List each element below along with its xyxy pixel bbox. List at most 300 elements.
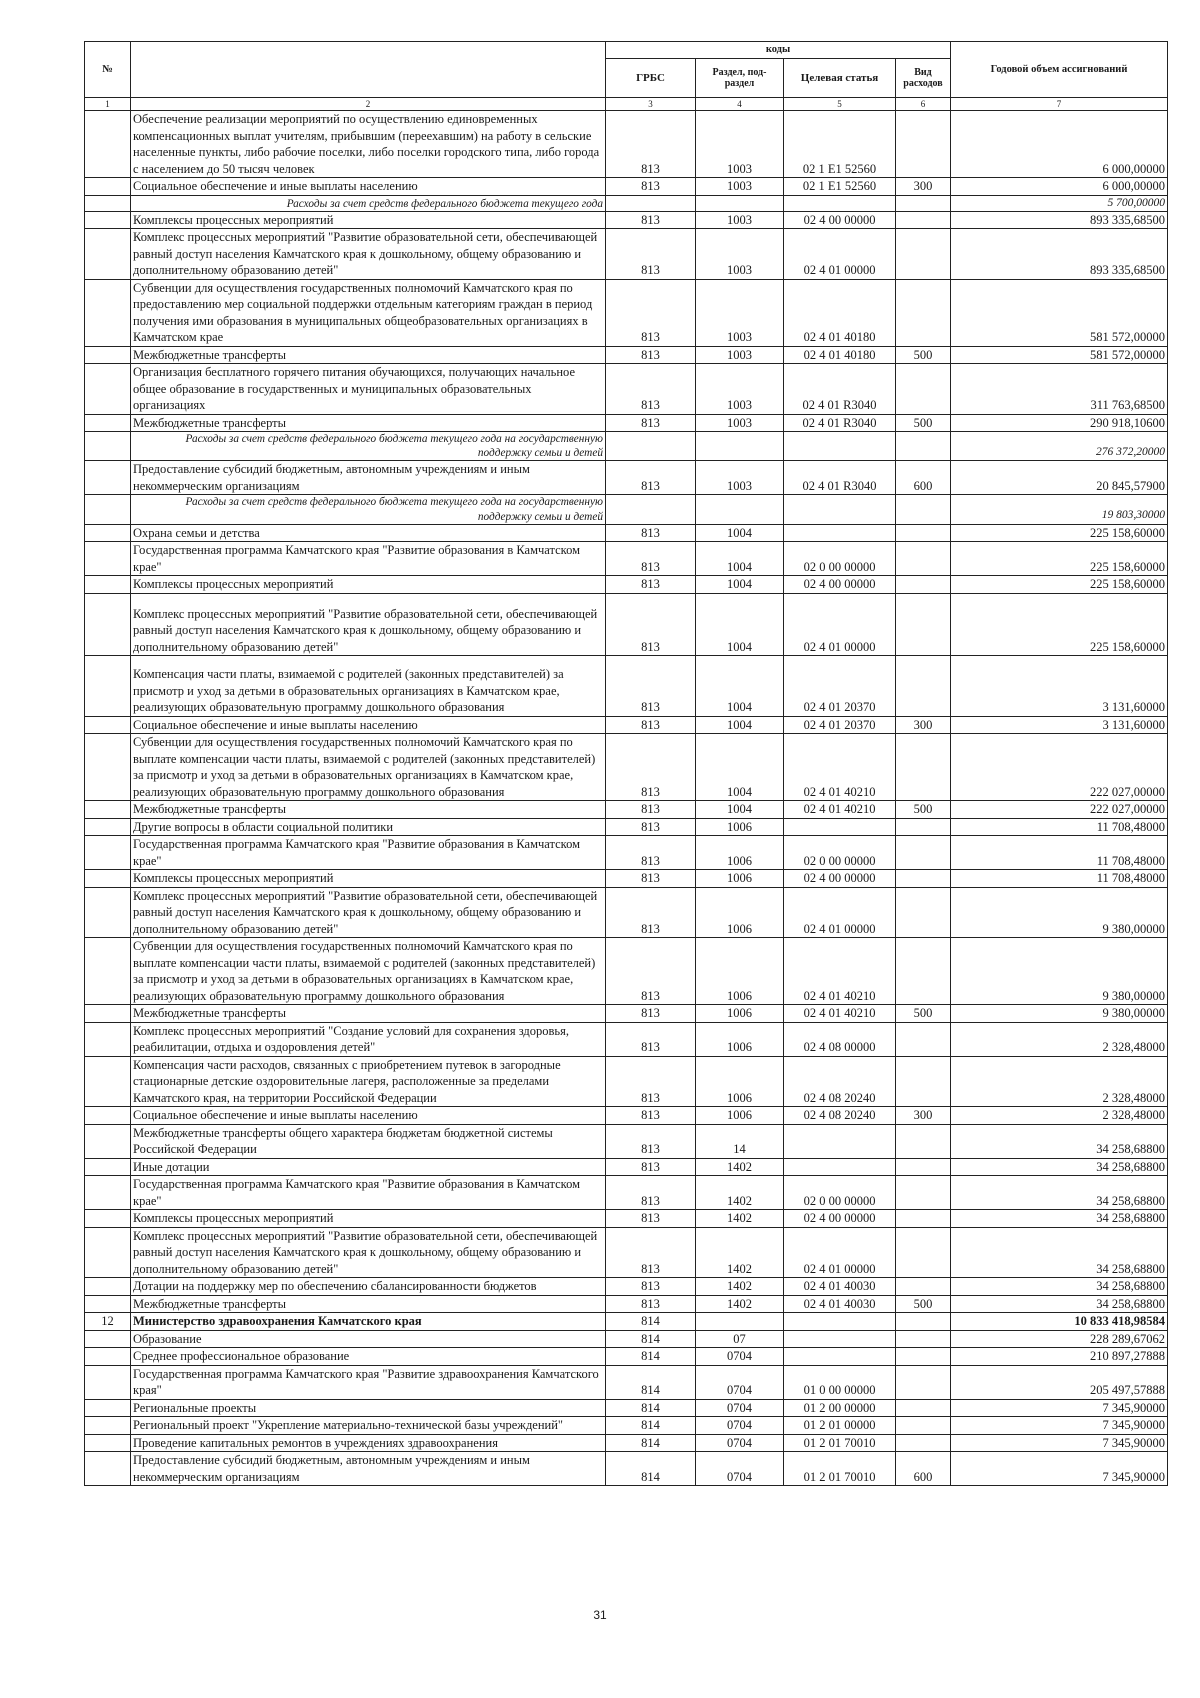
row-grbs-code: 813 — [606, 1295, 696, 1313]
row-section-code: 1003 — [696, 461, 784, 495]
row-expense-code — [896, 211, 951, 229]
row-grbs-code: 813 — [606, 1176, 696, 1210]
row-number — [85, 1227, 131, 1278]
note-line: Расходы за счет средств федерального бюджета текущего года на государственную — [185, 433, 603, 446]
row-number — [85, 1365, 131, 1399]
row-target-code: 02 4 00 00000 — [784, 211, 896, 229]
row-expense-code — [896, 1399, 951, 1417]
row-name: Комплексы процессных мероприятий — [131, 870, 606, 888]
row-name: Комплекс процессных мероприятий "Развитие образовательной сети, обеспечивающей равный доступ населения Камчатского края к дошкольному, общему образованию и дополнительному образованию детей" — [131, 887, 606, 938]
table-row — [85, 656, 1168, 717]
table-row — [85, 1176, 1168, 1210]
row-expense-code: 300 — [896, 178, 951, 196]
row-grbs-code: 813 — [606, 938, 696, 1005]
row-name: Другие вопросы в области социальной политики — [131, 818, 606, 836]
row-name: Комплекс процессных мероприятий "Создание условий для сохранения здоровья, реабилитации, отдыха и оздоровления детей" — [131, 1022, 606, 1056]
row-grbs-code: 813 — [606, 211, 696, 229]
row-amount: 893 335,68500 — [951, 229, 1168, 280]
row-amount: 6 000,00000 — [951, 178, 1168, 196]
row-grbs-code — [606, 432, 696, 461]
row-grbs-code: 813 — [606, 542, 696, 576]
table-row — [85, 1158, 1168, 1176]
row-amount: 893 335,68500 — [951, 211, 1168, 229]
row-target-code — [784, 1348, 896, 1366]
ministry-row — [85, 1313, 1168, 1331]
row-grbs-code: 813 — [606, 1124, 696, 1158]
row-expense-code: 500 — [896, 801, 951, 819]
row-number — [85, 1452, 131, 1486]
row-section-code: 1402 — [696, 1176, 784, 1210]
row-expense-code — [896, 576, 951, 594]
row-grbs-code: 813 — [606, 111, 696, 178]
row-expense-code — [896, 364, 951, 415]
row-number — [85, 870, 131, 888]
row-grbs-code: 814 — [606, 1452, 696, 1486]
row-section-code: 0704 — [696, 1434, 784, 1452]
row-section-code: 1402 — [696, 1278, 784, 1296]
row-target-code: 02 4 01 20370 — [784, 656, 896, 717]
row-expense-code — [896, 1365, 951, 1399]
column-number: 5 — [784, 98, 896, 111]
row-section-code: 1004 — [696, 734, 784, 801]
table-row — [85, 1365, 1168, 1399]
row-amount: 34 258,68800 — [951, 1295, 1168, 1313]
row-grbs-code: 814 — [606, 1365, 696, 1399]
row-name: Комплекс процессных мероприятий "Развитие образовательной сети, обеспечивающей равный доступ населения Камчатского края к дошкольному, общему образованию и дополнительному образованию детей" — [131, 593, 606, 656]
row-expense-code — [896, 836, 951, 870]
row-name: Региональные проекты — [131, 1399, 606, 1417]
row-expense-code — [896, 195, 951, 211]
row-amount: 11 708,48000 — [951, 818, 1168, 836]
row-expense-code — [896, 1056, 951, 1107]
row-expense-code — [896, 1176, 951, 1210]
row-grbs-code: 813 — [606, 1158, 696, 1176]
row-section-code: 1003 — [696, 178, 784, 196]
row-amount: 7 345,90000 — [951, 1452, 1168, 1486]
row-amount: 225 158,60000 — [951, 576, 1168, 594]
row-amount: 225 158,60000 — [951, 542, 1168, 576]
row-name: Охрана семьи и детства — [131, 524, 606, 542]
row-amount: 205 497,57888 — [951, 1365, 1168, 1399]
row-amount: 581 572,00000 — [951, 279, 1168, 346]
row-target-code: 02 1 E1 52560 — [784, 178, 896, 196]
table-row — [85, 1278, 1168, 1296]
row-number — [85, 1417, 131, 1435]
row-expense-code — [896, 656, 951, 717]
row-amount: 311 763,68500 — [951, 364, 1168, 415]
row-section-code: 1402 — [696, 1295, 784, 1313]
row-expense-code — [896, 1313, 951, 1331]
row-target-code: 02 4 00 00000 — [784, 576, 896, 594]
row-amount: 20 845,57900 — [951, 461, 1168, 495]
row-expense-code — [896, 1124, 951, 1158]
row-number — [85, 346, 131, 364]
row-target-code: 02 4 08 00000 — [784, 1022, 896, 1056]
table-row — [85, 576, 1168, 594]
row-grbs-code: 813 — [606, 887, 696, 938]
column-number: 4 — [696, 98, 784, 111]
row-name: Государственная программа Камчатского края "Развитие образования в Камчатском крае" — [131, 836, 606, 870]
row-name: Министерство здравоохранения Камчатского края — [131, 1313, 606, 1331]
row-amount: 11 708,48000 — [951, 870, 1168, 888]
row-grbs-code: 813 — [606, 1210, 696, 1228]
row-number — [85, 1330, 131, 1348]
header-grbs: ГРБС — [606, 59, 696, 98]
row-name: Комплексы процессных мероприятий — [131, 211, 606, 229]
row-number — [85, 1295, 131, 1313]
row-number — [85, 576, 131, 594]
header-target: Целевая статья — [784, 59, 896, 98]
note-row — [85, 195, 1168, 211]
row-grbs-code: 814 — [606, 1417, 696, 1435]
row-amount: 3 131,60000 — [951, 716, 1168, 734]
row-section-code: 0704 — [696, 1417, 784, 1435]
row-name: Комплексы процессных мероприятий — [131, 576, 606, 594]
row-section-code: 1003 — [696, 414, 784, 432]
row-grbs-code: 813 — [606, 593, 696, 656]
row-target-code: 01 0 00 00000 — [784, 1365, 896, 1399]
row-section-code: 1402 — [696, 1227, 784, 1278]
row-amount: 6 000,00000 — [951, 111, 1168, 178]
table-row — [85, 524, 1168, 542]
row-amount: 7 345,90000 — [951, 1399, 1168, 1417]
row-grbs-code: 813 — [606, 414, 696, 432]
row-name: Государственная программа Камчатского края "Развитие здравоохранения Камчатского края" — [131, 1365, 606, 1399]
row-grbs-code: 813 — [606, 801, 696, 819]
row-amount: 2 328,48000 — [951, 1107, 1168, 1125]
table-row — [85, 414, 1168, 432]
row-amount: 222 027,00000 — [951, 801, 1168, 819]
row-target-code: 01 2 01 00000 — [784, 1417, 896, 1435]
row-target-code: 02 4 08 20240 — [784, 1056, 896, 1107]
table-row — [85, 716, 1168, 734]
row-grbs-code: 813 — [606, 576, 696, 594]
row-name: Государственная программа Камчатского края "Развитие образования в Камчатском крае" — [131, 1176, 606, 1210]
table-row — [85, 542, 1168, 576]
row-section-code: 14 — [696, 1124, 784, 1158]
row-section-code: 1006 — [696, 1022, 784, 1056]
row-name: Компенсация части расходов, связанных с приобретением путевок в загородные стационарные детские оздоровительные лагеря, расположенные за пределами Камчатского края, на территории Российской Федерации — [131, 1056, 606, 1107]
row-amount: 581 572,00000 — [951, 346, 1168, 364]
row-grbs-code: 814 — [606, 1348, 696, 1366]
row-amount: 7 345,90000 — [951, 1434, 1168, 1452]
row-number — [85, 495, 131, 524]
row-section-code: 1006 — [696, 1107, 784, 1125]
row-name: Иные дотации — [131, 1158, 606, 1176]
page-number: 31 — [593, 1608, 607, 1622]
row-target-code: 01 2 01 70010 — [784, 1452, 896, 1486]
table-body — [85, 111, 1168, 1486]
table-row — [85, 1434, 1168, 1452]
row-amount: 34 258,68800 — [951, 1176, 1168, 1210]
row-amount: 34 258,68800 — [951, 1158, 1168, 1176]
note-line: поддержку семьи и детей — [477, 510, 603, 523]
row-number — [85, 1124, 131, 1158]
header-num: № — [85, 42, 131, 98]
table-row — [85, 1452, 1168, 1486]
row-section-code: 1006 — [696, 938, 784, 1005]
row-number — [85, 938, 131, 1005]
row-name: Региональный проект "Укрепление материально-технической базы учреждений" — [131, 1417, 606, 1435]
row-name: Проведение капитальных ремонтов в учреждениях здравоохранения — [131, 1434, 606, 1452]
table-row — [85, 938, 1168, 1005]
row-section-code: 1006 — [696, 818, 784, 836]
row-target-code: 02 0 00 00000 — [784, 542, 896, 576]
row-amount: 225 158,60000 — [951, 593, 1168, 656]
row-expense-code — [896, 734, 951, 801]
row-grbs-code: 813 — [606, 818, 696, 836]
row-section-code: 1006 — [696, 870, 784, 888]
row-name — [131, 495, 606, 524]
row-section-code — [696, 432, 784, 461]
row-amount: 7 345,90000 — [951, 1417, 1168, 1435]
row-name: Межбюджетные трансферты — [131, 414, 606, 432]
row-target-code — [784, 495, 896, 524]
row-expense-code: 300 — [896, 716, 951, 734]
row-section-code: 1003 — [696, 364, 784, 415]
row-expense-code: 600 — [896, 461, 951, 495]
row-target-code: 02 4 01 40180 — [784, 346, 896, 364]
row-expense-code — [896, 524, 951, 542]
table-row — [85, 818, 1168, 836]
row-target-code: 02 4 01 R3040 — [784, 414, 896, 432]
table-row — [85, 1330, 1168, 1348]
row-number — [85, 801, 131, 819]
row-amount: 9 380,00000 — [951, 1005, 1168, 1023]
row-section-code: 1004 — [696, 524, 784, 542]
table-row — [85, 1399, 1168, 1417]
row-grbs-code: 813 — [606, 870, 696, 888]
table-row — [85, 801, 1168, 819]
row-section-code: 1004 — [696, 593, 784, 656]
row-amount: 228 289,67062 — [951, 1330, 1168, 1348]
row-grbs-code: 814 — [606, 1434, 696, 1452]
row-grbs-code: 813 — [606, 836, 696, 870]
row-grbs-code: 813 — [606, 1022, 696, 1056]
row-grbs-code: 813 — [606, 178, 696, 196]
row-grbs-code: 813 — [606, 524, 696, 542]
row-expense-code — [896, 1210, 951, 1228]
row-grbs-code: 814 — [606, 1313, 696, 1331]
row-name: Государственная программа Камчатского края "Развитие образования в Камчатском крае" — [131, 542, 606, 576]
row-name — [131, 432, 606, 461]
row-name: Комплекс процессных мероприятий "Развитие образовательной сети, обеспечивающей равный доступ населения Камчатского края к дошкольному, общему образованию и дополнительному образованию детей" — [131, 1227, 606, 1278]
row-target-code: 01 2 00 00000 — [784, 1399, 896, 1417]
table-row — [85, 346, 1168, 364]
row-number — [85, 1176, 131, 1210]
row-grbs-code: 814 — [606, 1330, 696, 1348]
row-name: Дотации на поддержку мер по обеспечению сбалансированности бюджетов — [131, 1278, 606, 1296]
table-row — [85, 1417, 1168, 1435]
row-section-code: 1004 — [696, 801, 784, 819]
row-name: Социальное обеспечение и иные выплаты населению — [131, 1107, 606, 1125]
table-row — [85, 1295, 1168, 1313]
row-name: Компенсация части платы, взимаемой с родителей (законных представителей) за присмотр и уход за детьми в образовательных организациях в Камчатском крае, реализующих образовательную программу дошкольного образования — [131, 656, 606, 717]
row-grbs-code: 813 — [606, 364, 696, 415]
row-grbs-code — [606, 495, 696, 524]
row-number — [85, 111, 131, 178]
row-target-code: 02 4 08 20240 — [784, 1107, 896, 1125]
row-amount: 5 700,00000 — [951, 195, 1168, 211]
row-target-code: 02 4 00 00000 — [784, 870, 896, 888]
row-name: Образование — [131, 1330, 606, 1348]
row-section-code: 07 — [696, 1330, 784, 1348]
row-amount: 19 803,30000 — [951, 495, 1168, 524]
row-number — [85, 178, 131, 196]
row-amount: 3 131,60000 — [951, 656, 1168, 717]
row-number — [85, 542, 131, 576]
row-expense-code — [896, 111, 951, 178]
row-number — [85, 887, 131, 938]
row-number — [85, 1210, 131, 1228]
row-grbs-code: 813 — [606, 734, 696, 801]
row-amount: 2 328,48000 — [951, 1056, 1168, 1107]
row-section-code: 1003 — [696, 211, 784, 229]
row-amount: 34 258,68800 — [951, 1278, 1168, 1296]
row-section-code: 1006 — [696, 887, 784, 938]
row-section-code: 0704 — [696, 1365, 784, 1399]
row-amount: 210 897,27888 — [951, 1348, 1168, 1366]
table-row — [85, 887, 1168, 938]
note-line: Расходы за счет средств федерального бюджета текущего года на государственную — [185, 496, 603, 509]
row-name: Предоставление субсидий бюджетным, автономным учреждениям и иным некоммерческим организациям — [131, 1452, 606, 1486]
row-section-code: 1006 — [696, 836, 784, 870]
row-expense-code: 500 — [896, 414, 951, 432]
row-amount: 11 708,48000 — [951, 836, 1168, 870]
row-target-code: 02 4 00 00000 — [784, 1210, 896, 1228]
row-name: Межбюджетные трансферты — [131, 1295, 606, 1313]
row-target-code — [784, 195, 896, 211]
table-row — [85, 211, 1168, 229]
row-section-code: 1402 — [696, 1158, 784, 1176]
row-expense-code — [896, 870, 951, 888]
row-grbs-code: 813 — [606, 656, 696, 717]
row-name: Организация бесплатного горячего питания обучающихся, получающих начальное общее образование в государственных и муниципальных образовательных организациях — [131, 364, 606, 415]
row-number — [85, 1022, 131, 1056]
row-amount: 10 833 418,98584 — [951, 1313, 1168, 1331]
row-target-code: 02 4 01 40210 — [784, 1005, 896, 1023]
row-number — [85, 836, 131, 870]
row-expense-code — [896, 593, 951, 656]
note-row — [85, 432, 1168, 461]
row-amount: 2 328,48000 — [951, 1022, 1168, 1056]
row-target-code: 02 4 01 40030 — [784, 1278, 896, 1296]
row-expense-code — [896, 1227, 951, 1278]
row-number — [85, 229, 131, 280]
row-section-code: 1003 — [696, 111, 784, 178]
row-section-code: 0704 — [696, 1399, 784, 1417]
row-target-code: 02 4 01 40210 — [784, 801, 896, 819]
row-name: Социальное обеспечение и иные выплаты населению — [131, 178, 606, 196]
row-number — [85, 716, 131, 734]
row-expense-code — [896, 1158, 951, 1176]
row-target-code: 02 1 E1 52560 — [784, 111, 896, 178]
table-row — [85, 734, 1168, 801]
row-expense-code — [896, 818, 951, 836]
row-amount: 225 158,60000 — [951, 524, 1168, 542]
row-section-code: 1004 — [696, 656, 784, 717]
row-expense-code — [896, 1348, 951, 1366]
table-row — [85, 1022, 1168, 1056]
row-name: Межбюджетные трансферты — [131, 801, 606, 819]
row-grbs-code: 813 — [606, 1056, 696, 1107]
header-codes: коды — [606, 42, 951, 59]
row-target-code: 02 4 01 20370 — [784, 716, 896, 734]
row-expense-code: 300 — [896, 1107, 951, 1125]
budget-table — [84, 41, 1168, 1486]
table-row — [85, 364, 1168, 415]
row-number — [85, 1399, 131, 1417]
row-target-code — [784, 1330, 896, 1348]
row-expense-code: 500 — [896, 1295, 951, 1313]
row-amount: 9 380,00000 — [951, 938, 1168, 1005]
table-row — [85, 1005, 1168, 1023]
row-target-code — [784, 432, 896, 461]
row-grbs-code: 813 — [606, 1278, 696, 1296]
row-grbs-code: 813 — [606, 1005, 696, 1023]
table-row — [85, 1107, 1168, 1125]
row-section-code: 1003 — [696, 279, 784, 346]
row-number — [85, 734, 131, 801]
row-grbs-code: 813 — [606, 346, 696, 364]
row-name: Среднее профессиональное образование — [131, 1348, 606, 1366]
table-row — [85, 1056, 1168, 1107]
row-expense-code — [896, 887, 951, 938]
row-number — [85, 461, 131, 495]
row-expense-code — [896, 1330, 951, 1348]
row-expense-code — [896, 1022, 951, 1056]
row-section-code: 0704 — [696, 1348, 784, 1366]
table-row — [85, 1210, 1168, 1228]
row-number — [85, 211, 131, 229]
row-target-code: 02 4 01 40030 — [784, 1295, 896, 1313]
table-row — [85, 229, 1168, 280]
row-number — [85, 1056, 131, 1107]
row-target-code: 02 4 01 R3040 — [784, 364, 896, 415]
row-section-code: 1003 — [696, 229, 784, 280]
row-expense-code — [896, 1278, 951, 1296]
row-grbs-code: 813 — [606, 716, 696, 734]
row-expense-code: 500 — [896, 346, 951, 364]
row-target-code — [784, 818, 896, 836]
row-grbs-code: 813 — [606, 1227, 696, 1278]
row-name: Субвенции для осуществления государственных полномочий Камчатского края по выплате компенсации части платы, взимаемой с родителей (законных представителей) за присмотр и уход за детьми в образовательных организациях в Камчатском крае, реализующих образовательную программу дошкольного образования — [131, 734, 606, 801]
row-target-code: 02 4 01 40210 — [784, 734, 896, 801]
row-name: Социальное обеспечение и иные выплаты населению — [131, 716, 606, 734]
note-line: Расходы за счет средств федерального бюджета текущего года — [286, 197, 603, 210]
row-section-code: 1006 — [696, 1005, 784, 1023]
column-number: 2 — [131, 98, 606, 111]
row-target-code — [784, 1158, 896, 1176]
row-target-code — [784, 524, 896, 542]
row-number — [85, 414, 131, 432]
header-annual: Годовой объем ассигнований — [951, 42, 1168, 98]
table-row — [85, 593, 1168, 656]
row-amount: 222 027,00000 — [951, 734, 1168, 801]
row-expense-code — [896, 1434, 951, 1452]
row-section-code: 0704 — [696, 1452, 784, 1486]
row-number — [85, 1158, 131, 1176]
row-grbs-code: 813 — [606, 1107, 696, 1125]
row-number — [85, 524, 131, 542]
row-number — [85, 656, 131, 717]
row-amount: 34 258,68800 — [951, 1210, 1168, 1228]
table-row — [85, 178, 1168, 196]
table-row — [85, 836, 1168, 870]
row-target-code: 02 4 01 40210 — [784, 938, 896, 1005]
header-section: Раздел, под-раздел — [696, 59, 784, 98]
row-section-code — [696, 495, 784, 524]
